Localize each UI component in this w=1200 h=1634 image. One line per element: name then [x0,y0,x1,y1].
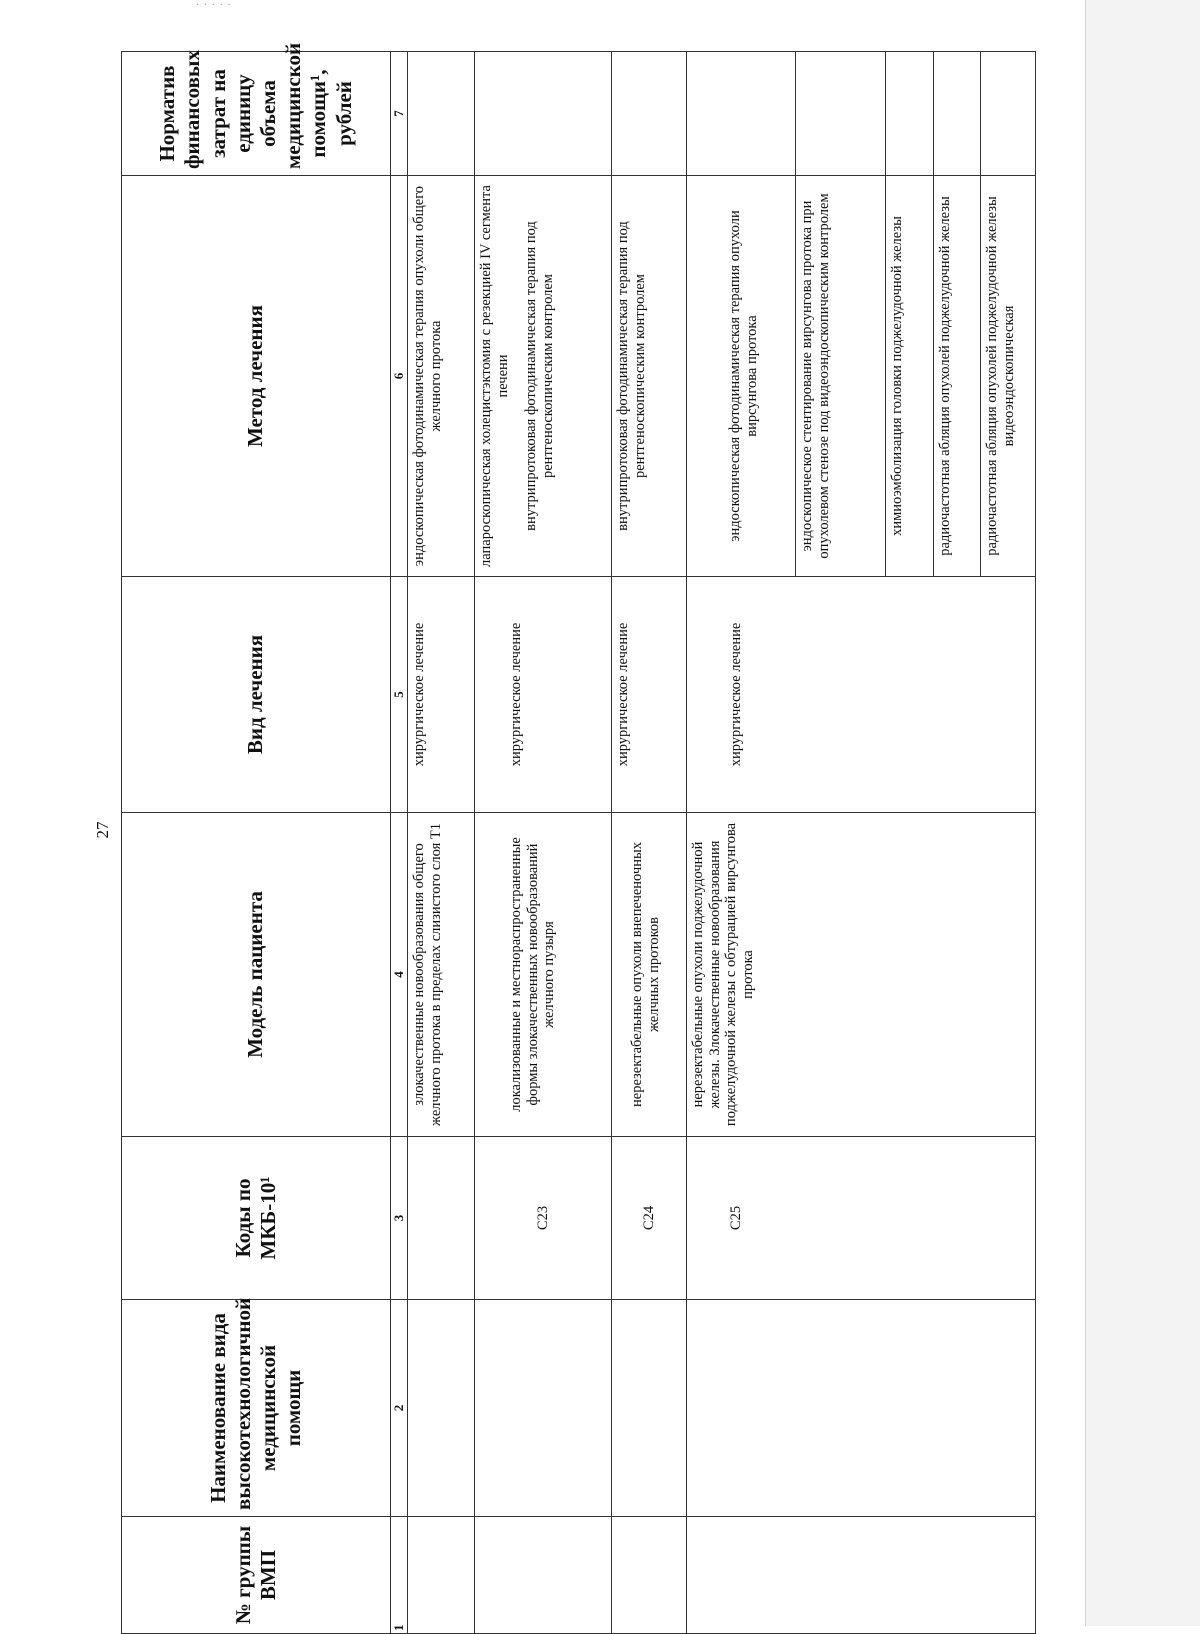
patient-model-text: нерезектабельные опухоли внепеченочных желчных протоков [629,842,662,1107]
treatment-method-cell [475,176,612,577]
treatment-method-cell: эндоскопическая фотодинамическая терапия опухоли общего желчного протока [408,176,475,577]
icd-code-cell [408,1137,475,1300]
scan-mark: · · · · · [196,0,232,11]
treatment-type-cell [687,577,1036,813]
treatment-type-text: хирургическое лечение [508,622,524,767]
treatment-type-cell: хирургическое лечение [612,577,687,813]
patient-model-text: локализованные и местнораспространенные формы злокачественных новообразований желчного пузыря [508,837,558,1112]
cost-subcell [980,52,1035,175]
table-row [687,52,1036,1634]
cost-cell [408,52,475,176]
group-number-cell [408,1517,475,1634]
column-number: 4 [391,813,408,1137]
icd-code-cell: C24 [612,1137,687,1300]
treatment-method-cell [687,176,1036,577]
header-treatment-method: Метод лечения [122,176,391,577]
table-row [612,52,687,1634]
icd-code-text: C25 [728,1205,744,1231]
patient-model-cell: нерезектабельные опухоли поджелудочной железы. Злокачественные новообразования поджелудочной железы с обтурацией вирсунгова протока [687,813,1036,1137]
treatment-method-text: эндоскопическое стентирование вирсунгова протока при опухолевом стенозе под видеоэндоскопическим контролем [795,176,885,576]
header-cost-standard: Норматив финансовых затрат на единицу объема медицинской помощи¹, рублей [122,52,391,176]
column-number: 6 [391,176,408,577]
group-number-cell [612,1517,687,1634]
header-care-type: Наименование вида высокотехнологичной медицинской помощи [122,1300,391,1517]
cost-subcell [885,52,933,175]
patient-model-cell [612,813,687,1137]
treatment-type-cell: хирургическое лечение [408,577,475,813]
group-number-cell [687,1517,1036,1634]
header-icd-codes: Коды по МКБ-10¹ [122,1137,391,1300]
header-treatment-type: Вид лечения [122,577,391,813]
cost-subcell [933,52,980,175]
treatment-method-text: радиочастотная абляция опухолей поджелудочной железы [933,176,980,576]
treatment-method-text: химиоэмболизация головки поджелудочной железы [885,176,933,576]
cost-subcell [795,52,885,175]
patient-model-cell [475,813,612,1137]
cost-subcell [687,52,795,175]
column-number: 2 [391,1300,408,1517]
icd-code-cell [687,1137,1036,1300]
table-row [408,52,475,1634]
header-patient-model: Модель пациента [122,813,391,1137]
vmp-table [121,42,1036,1634]
cost-cell [612,52,687,176]
viewer-gutter [1085,0,1200,1626]
column-number: 1 [391,1517,408,1634]
treatment-method-text: эндоскопическая фотодинамическая терапия опухоли вирсунгова протока [727,210,760,542]
treatment-method-text: внутрипротоковая фотодинамическая терапия под рентгеноскопическим контролем [523,221,557,531]
patient-model-cell: злокачественные новообразования общего желчного протока в пределах слизистого слоя T1 [408,813,475,1137]
treatment-method-text: лапароскопическая холецистэктомия с резекцией IV сегмента печени [478,185,511,567]
header-row [122,52,391,1634]
treatment-type-cell [475,577,612,813]
column-number: 5 [391,577,408,813]
column-number: 7 [391,52,408,176]
care-type-cell [612,1300,687,1517]
care-type-cell [687,1300,1036,1517]
treatment-type-text: хирургическое лечение [728,622,744,767]
table-row [475,52,612,1634]
treatment-method-text: радиочастотная абляция опухолей поджелудочной железы видеоэндоскопическая [980,176,1035,576]
cost-cell [687,52,1036,176]
group-number-cell [475,1517,612,1634]
care-type-cell [408,1300,475,1517]
cost-cell [475,52,612,176]
column-number-row [391,52,408,1634]
rotated-table-container [121,42,1017,1634]
icd-code-cell: C23 [475,1137,612,1300]
treatment-method-cell: внутрипротоковая фотодинамическая терапия под рентгеноскопическим контролем [612,176,687,577]
care-type-cell [475,1300,612,1517]
header-group-number: № группы ВМП [122,1517,391,1634]
page-number: 27 [93,821,112,839]
column-number: 3 [391,1137,408,1300]
